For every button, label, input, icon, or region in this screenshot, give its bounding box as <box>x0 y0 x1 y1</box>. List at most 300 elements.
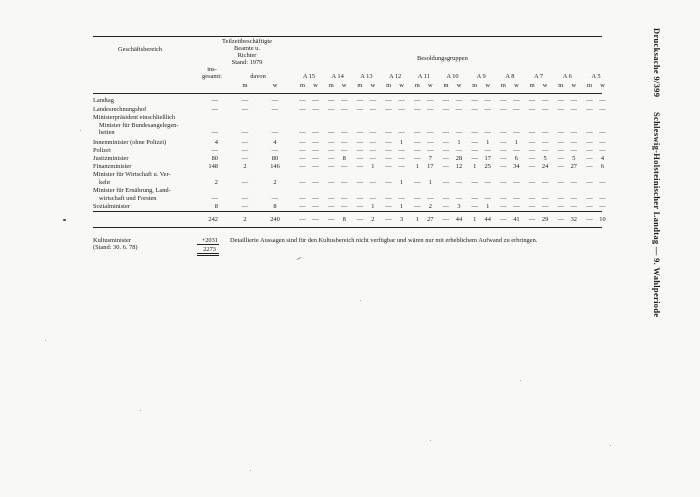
grade-value: — <box>299 194 306 202</box>
grade-value: — <box>599 203 606 210</box>
total-grade-value: — <box>356 216 364 223</box>
grade-value: 1 <box>514 139 518 146</box>
grade-value: — <box>599 139 606 146</box>
sub-header-w: w <box>514 82 519 89</box>
group-label-a8: A 8 <box>505 73 515 80</box>
group-label-a14: A 14 <box>331 73 344 80</box>
grade-value: — <box>327 106 335 113</box>
grade-value: — <box>599 147 606 154</box>
grade-value: — <box>356 178 364 186</box>
sub-header-w: w <box>571 82 577 89</box>
grade-value: — <box>599 97 606 104</box>
grade-value: — <box>398 147 405 154</box>
grade-value: — <box>442 129 450 136</box>
grade-value: — <box>528 97 536 104</box>
row-label: wirtschaft und Forsten <box>99 194 157 202</box>
grade-value: — <box>500 129 507 136</box>
grade-value: 17 <box>484 155 491 162</box>
group-label-a9: A 9 <box>476 73 486 80</box>
grade-value: — <box>484 178 491 186</box>
grade-value: — <box>414 155 421 162</box>
davon-w-value: — <box>271 106 279 113</box>
teilzeit-header-line1: Teilzeitbeschäftigte <box>222 38 272 45</box>
grade-value: — <box>414 194 421 202</box>
grade-value: — <box>471 194 478 202</box>
sub-header-w: w <box>313 82 318 89</box>
grade-value: — <box>414 203 421 210</box>
scan-speck <box>140 410 141 411</box>
grade-value: — <box>513 203 520 210</box>
sub-header-m: m <box>443 82 449 89</box>
grade-value: — <box>385 178 392 186</box>
header-bottom-rule <box>93 93 602 94</box>
grade-value: — <box>541 194 549 202</box>
grade-value: — <box>570 203 577 210</box>
grade-value: — <box>312 155 319 162</box>
sum-rule-3 <box>197 255 219 256</box>
sub-header-m: m <box>328 82 334 89</box>
sub-header-m: m <box>386 82 392 89</box>
grade-value: — <box>455 129 463 136</box>
grade-value: — <box>442 147 450 154</box>
grade-value: — <box>586 97 593 104</box>
sub-header-m: m <box>500 82 506 89</box>
sub-header-w: w <box>370 82 376 89</box>
sub-header-w: w <box>600 82 605 89</box>
row-label: Minister für Bundesangelegen- <box>99 121 179 129</box>
scan-speck <box>63 219 66 221</box>
grade-value: — <box>570 194 577 202</box>
grade-value: 28 <box>455 155 463 162</box>
grade-value: — <box>557 129 564 136</box>
grade-value: — <box>513 194 520 202</box>
grade-value: — <box>500 194 507 202</box>
row-label: kehr <box>99 178 111 186</box>
davon-w-value: — <box>271 97 279 104</box>
grade-value: — <box>541 147 549 154</box>
grade-value: — <box>427 147 434 154</box>
grade-value: — <box>586 178 593 186</box>
total-grade-value: 8 <box>342 216 346 223</box>
grade-value: 6 <box>514 155 518 162</box>
davon-m-value: — <box>241 129 249 136</box>
insgesamt-value: — <box>211 97 218 104</box>
grade-value: — <box>369 155 377 162</box>
grade-value: — <box>500 178 507 186</box>
grade-value: — <box>586 139 593 146</box>
grade-value: — <box>455 97 463 104</box>
grade-value: — <box>327 203 335 210</box>
grade-value: — <box>541 97 549 104</box>
grade-value: — <box>541 129 549 136</box>
grade-value: — <box>312 139 319 146</box>
grade-value: 1 <box>371 163 375 170</box>
grade-value: — <box>513 178 520 186</box>
grade-value: — <box>312 147 319 154</box>
davon-m-value: — <box>241 194 249 202</box>
grade-value: 3 <box>457 203 461 210</box>
davon-w-value: 8 <box>273 203 277 210</box>
grade-value: — <box>340 97 348 104</box>
total-grade-value: 2 <box>371 216 375 223</box>
grade-value: — <box>471 106 478 113</box>
total-rule <box>93 211 602 212</box>
grade-value: — <box>385 106 392 113</box>
davon-w-value: — <box>271 147 279 154</box>
grade-value: — <box>356 139 364 146</box>
grade-value: — <box>369 194 377 202</box>
grade-value: — <box>557 106 564 113</box>
group-label-a12: A 12 <box>388 73 402 80</box>
grade-value: — <box>369 106 377 113</box>
kultus-stand: (Stand: 30. 6. 78) <box>93 244 138 251</box>
grade-value: 1 <box>415 163 419 170</box>
grade-value: — <box>557 97 564 104</box>
grade-value: — <box>471 178 478 186</box>
insgesamt-header-line1: ins- <box>207 66 217 73</box>
total-grade-value: 1 <box>473 216 477 223</box>
grade-value: — <box>500 203 507 210</box>
grade-value: — <box>484 129 491 136</box>
teilzeit-header-line2: Beamte u. <box>234 45 260 52</box>
davon-w-header: w <box>272 82 278 89</box>
grade-value: — <box>398 194 405 202</box>
grade-value: — <box>442 178 450 186</box>
grade-value: — <box>369 129 377 136</box>
total-grade-value: 44 <box>484 216 491 223</box>
grade-value: — <box>484 194 491 202</box>
grade-value: — <box>327 163 335 170</box>
total-grade-value: — <box>385 216 392 223</box>
scan-speck <box>610 445 611 446</box>
grade-value: — <box>312 97 319 104</box>
grade-value: 1 <box>473 163 477 170</box>
row-label: Landtag <box>93 97 114 104</box>
grade-value: — <box>398 129 405 136</box>
davon-w-value: — <box>271 194 279 202</box>
total-grade-value: 1 <box>415 216 419 223</box>
grade-value: — <box>500 147 507 154</box>
grade-value: — <box>356 97 364 104</box>
davon-w-value: 2 <box>273 178 277 186</box>
column-label-geschaeftsbereich: Geschäftsbereich <box>118 46 163 53</box>
grade-value: — <box>557 203 564 210</box>
davon-w-value: 146 <box>270 163 280 170</box>
grade-value: — <box>570 106 577 113</box>
grade-value: — <box>369 147 377 154</box>
grade-value: — <box>570 147 577 154</box>
scan-speck <box>360 300 361 301</box>
sub-header-m: m <box>472 82 478 89</box>
grade-value: — <box>340 178 348 186</box>
grade-value: — <box>471 129 478 136</box>
grade-value: 34 <box>513 163 520 170</box>
grade-value: — <box>442 106 450 113</box>
scan-speck <box>430 440 431 441</box>
grade-value: — <box>557 147 564 154</box>
insgesamt-value: — <box>211 106 218 113</box>
sub-header-m: m <box>300 82 305 89</box>
grade-value: — <box>541 139 549 146</box>
grade-value: — <box>599 106 606 113</box>
insgesamt-value: — <box>211 129 218 136</box>
group-label-a13: A 13 <box>360 73 373 80</box>
grade-value: — <box>356 194 364 202</box>
grade-value: — <box>312 163 319 170</box>
davon-w-value: 80 <box>271 155 279 162</box>
grade-value: — <box>557 155 564 162</box>
scan-speck <box>520 380 521 381</box>
grade-value: — <box>299 129 306 136</box>
grade-value: — <box>513 97 520 104</box>
grade-value: — <box>427 139 434 146</box>
grade-value: 12 <box>455 163 463 170</box>
grade-value: — <box>369 139 377 146</box>
grade-value: — <box>427 129 434 136</box>
total-grade-value: 3 <box>399 216 404 223</box>
total-grade-value: 29 <box>541 216 549 223</box>
grade-value: — <box>385 203 392 210</box>
grade-value: — <box>557 178 564 186</box>
row-label: Finanzminister <box>93 163 132 170</box>
total-grade-value: — <box>299 216 306 223</box>
grade-value: — <box>299 155 306 162</box>
grade-value: 1 <box>399 178 404 186</box>
grade-value: — <box>398 106 405 113</box>
row-label: Sozialminister <box>93 203 130 210</box>
grade-value: — <box>586 106 593 113</box>
grade-value: — <box>340 147 348 154</box>
group-label-a7: A 7 <box>534 73 544 80</box>
davon-m-value: 2 <box>243 163 247 170</box>
grade-value: — <box>528 139 536 146</box>
grade-value: — <box>599 178 606 186</box>
grade-value: — <box>442 163 450 170</box>
grade-value: — <box>500 163 507 170</box>
total-m: 2 <box>243 216 247 223</box>
grade-value: — <box>528 147 536 154</box>
grade-value: — <box>312 106 319 113</box>
grade-value: — <box>500 97 507 104</box>
grade-value: — <box>586 163 593 170</box>
sum-rule-2 <box>197 253 219 254</box>
sub-header-m: m <box>414 82 420 89</box>
sum-rule-1 <box>197 244 219 245</box>
grade-value: — <box>312 203 319 210</box>
grade-value: — <box>299 203 306 210</box>
grade-value: — <box>299 106 306 113</box>
kultus-addition: +2031 <box>201 237 218 244</box>
grade-value: 1 <box>371 203 375 210</box>
kultus-label: Kultusminister <box>93 237 131 244</box>
teilzeit-header-line3: Richter <box>237 52 257 59</box>
grade-value: — <box>471 139 478 146</box>
davon-header: davon <box>250 73 266 80</box>
grade-value: — <box>356 147 364 154</box>
grade-value: 25 <box>484 163 491 170</box>
grade-value: — <box>414 106 421 113</box>
davon-m-value: — <box>241 203 249 210</box>
row-label: Landesrechnungshof <box>93 106 147 113</box>
sub-header-w: w <box>427 82 433 89</box>
grade-value: — <box>599 129 606 136</box>
grade-value: — <box>340 106 348 113</box>
insgesamt-value: — <box>211 147 218 154</box>
grade-value: — <box>586 147 593 154</box>
grade-value: — <box>513 147 520 154</box>
insgesamt-value: 8 <box>214 203 218 210</box>
row-label: Polizei <box>93 147 111 154</box>
grade-value: — <box>471 147 478 154</box>
grade-value: — <box>442 155 450 162</box>
grade-value: — <box>500 139 507 146</box>
grade-value: — <box>528 178 536 186</box>
grade-value: — <box>414 178 421 186</box>
grade-value: — <box>541 106 549 113</box>
grade-value: — <box>385 129 392 136</box>
grade-value: — <box>414 97 421 104</box>
grade-value: — <box>442 203 450 210</box>
grade-value: — <box>471 203 478 210</box>
group-label-a10: A 10 <box>446 73 459 80</box>
total-grade-value: — <box>500 216 507 223</box>
davon-m-value: — <box>241 178 249 186</box>
grade-value: — <box>299 178 306 186</box>
grade-value: — <box>340 129 348 136</box>
grade-value: — <box>385 163 392 170</box>
sub-header-w: w <box>399 82 404 89</box>
davon-m-value: — <box>241 106 249 113</box>
davon-m-value: — <box>241 97 249 104</box>
grade-value: — <box>513 129 520 136</box>
grade-value: — <box>327 129 335 136</box>
row-label: Ministerpräsident einschließlich <box>93 114 176 121</box>
grade-value: — <box>369 97 377 104</box>
total-grade-value: — <box>327 216 335 223</box>
teilzeit-header-line4: Stand: 1979 <box>231 59 263 66</box>
grade-value: — <box>340 203 348 210</box>
grade-value: 4 <box>600 155 605 162</box>
grade-value: 1 <box>486 203 490 210</box>
group-label-a6: A 6 <box>562 73 572 80</box>
grade-value: — <box>299 97 306 104</box>
besoldung-header: Besoldungsgruppen <box>417 55 468 62</box>
sub-header-m: m <box>357 82 363 89</box>
davon-m-value: — <box>241 147 249 154</box>
grade-value: — <box>557 139 564 146</box>
total-grade-value: 32 <box>570 216 577 223</box>
grade-value: — <box>455 147 463 154</box>
grade-value: — <box>356 129 364 136</box>
grade-value: — <box>528 129 536 136</box>
grade-value: — <box>570 129 577 136</box>
grade-value: — <box>471 155 478 162</box>
total-grade-value: 10 <box>599 216 606 223</box>
grade-value: — <box>312 129 319 136</box>
grade-value: — <box>427 106 434 113</box>
grade-value: — <box>455 178 463 186</box>
grade-value: 8 <box>342 155 346 162</box>
grade-value: — <box>500 106 507 113</box>
sub-header-m: m <box>587 82 592 89</box>
grade-value: — <box>586 203 593 210</box>
grade-value: — <box>528 155 536 162</box>
sub-header-w: w <box>485 82 490 89</box>
grade-value: — <box>484 106 491 113</box>
drucksache-label: Drucksache 9/399 <box>652 28 662 98</box>
grade-value: 5 <box>572 155 576 162</box>
kultus-note: Detaillierte Aussagen sind für den Kultusbereich nicht verfügbar und wären nur mit erheblichem Aufwand zu erbringen. <box>230 237 538 244</box>
davon-w-value: — <box>271 129 279 136</box>
grade-value: — <box>327 139 335 146</box>
grade-value: — <box>356 106 364 113</box>
grade-value: — <box>586 194 593 202</box>
grade-value: — <box>340 139 348 146</box>
grade-value: — <box>528 203 536 210</box>
grade-value: — <box>442 194 450 202</box>
grade-value: — <box>356 163 364 170</box>
scan-speck <box>80 130 81 131</box>
grade-value: — <box>528 163 536 170</box>
grade-value: — <box>312 194 319 202</box>
grade-value: — <box>299 147 306 154</box>
insgesamt-value: 80 <box>211 155 218 162</box>
grade-value: — <box>327 194 335 202</box>
davon-w-value: 4 <box>273 139 277 146</box>
grade-value: — <box>570 97 577 104</box>
grade-value: — <box>528 106 536 113</box>
table-end-rule <box>93 227 602 228</box>
scan-speck <box>45 340 46 341</box>
grade-value: — <box>500 155 507 162</box>
group-label-a11: A 11 <box>417 73 430 80</box>
total-w: 240 <box>270 216 280 223</box>
grade-value: — <box>327 97 335 104</box>
sub-header-w: w <box>542 82 548 89</box>
grade-value: — <box>541 203 549 210</box>
grade-value: 17 <box>427 163 434 170</box>
grade-value: — <box>599 194 606 202</box>
scan-speck <box>250 470 251 471</box>
total-grade-value: — <box>442 216 450 223</box>
grade-value: — <box>455 106 463 113</box>
grade-value: — <box>340 194 348 202</box>
grade-value: — <box>586 155 593 162</box>
grade-value: — <box>557 194 564 202</box>
grade-value: — <box>398 97 405 104</box>
grade-value: — <box>356 155 364 162</box>
grade-value: — <box>427 97 434 104</box>
row-label: Innenminister (ohne Polizei) <box>93 139 167 146</box>
sub-header-w: w <box>341 82 347 89</box>
grade-value: — <box>312 178 319 186</box>
total-insgesamt: 242 <box>208 216 218 223</box>
grade-value: 6 <box>600 163 605 170</box>
grade-value: — <box>299 139 306 146</box>
grade-value: — <box>327 178 335 186</box>
insgesamt-value: 148 <box>208 163 218 170</box>
grade-value: — <box>385 194 392 202</box>
grade-value: 1 <box>428 178 432 186</box>
header-top-rule <box>93 36 602 37</box>
grade-value: — <box>541 178 549 186</box>
grade-value: — <box>414 129 421 136</box>
davon-m-value: — <box>241 139 249 146</box>
grade-value: — <box>570 178 577 186</box>
row-label: heiten <box>99 129 115 136</box>
grade-value: 1 <box>399 139 404 146</box>
grade-value: 2 <box>428 203 432 210</box>
